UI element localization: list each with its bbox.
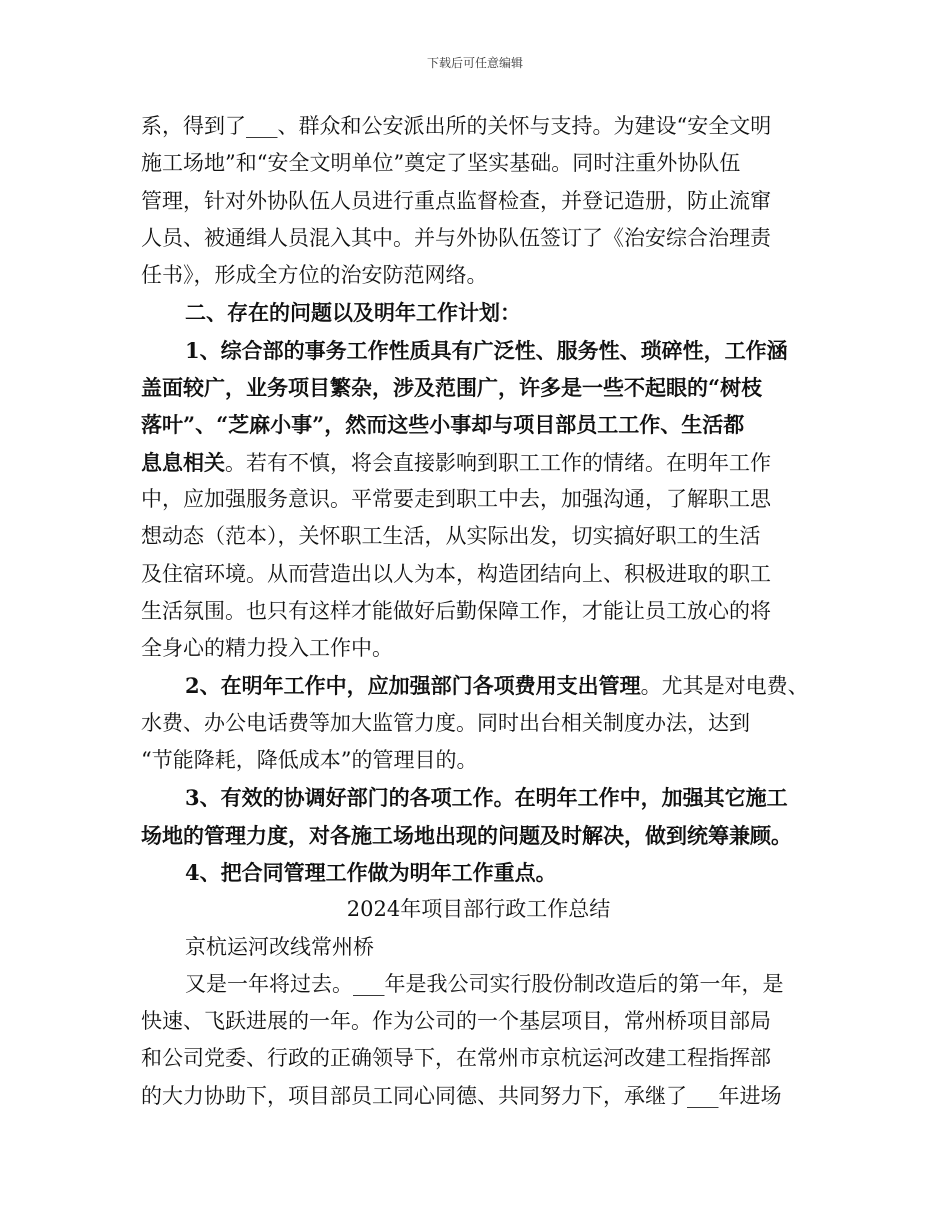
bold-fragment: 2、在明年工作中，应加强部门各项费用支出管理 bbox=[185, 673, 641, 699]
document-body bbox=[141, 108, 816, 1115]
section-heading: 二、存在的问题以及明年工作计划： bbox=[185, 300, 521, 326]
text-line: 场地的管理力度，对各施工场地出现的问题及时解决，做到统筹兼顾。 bbox=[141, 822, 792, 848]
text-line: 中，应加强服务意识。平常要走到职工中去，加强沟通，了解职工思 bbox=[141, 486, 771, 511]
text-line bbox=[141, 444, 816, 481]
text-line: 4、把合同管理工作做为明年工作重点。 bbox=[185, 859, 557, 885]
bold-fragment: 息息相关 bbox=[141, 449, 225, 475]
text-line: 及住宿环境。从而营造出以人为本，构造团结向上、积极进取的职工 bbox=[141, 561, 771, 586]
normal-fragment: 。尤其是对电费、 bbox=[640, 674, 809, 699]
text-line: 人员、被通缉人员混入其中。并与外协队伍签订了《治安综合治理责 bbox=[141, 225, 771, 250]
text-line: 快速、飞跃进展的一年。作为公司的一个基层项目，常州桥项目部局 bbox=[141, 1009, 771, 1034]
text-line: 和公司党委、行政的正确领导下，在常州市京杭运河改建工程指挥部 bbox=[141, 1046, 771, 1071]
document-title: 2024年项目部行政工作总结 bbox=[346, 897, 611, 922]
text-line: 又是一年将过去。___年是我公司实行股份制改造后的第一年，是 bbox=[185, 971, 784, 996]
text-line: 1、综合部的事务工作性质具有广泛性、服务性、琐碎性，工作涵 bbox=[185, 337, 788, 363]
text-line: “节能降耗，降低成本”的管理目的。 bbox=[141, 748, 478, 773]
text-line: 全身心的精力投入工作中。 bbox=[141, 636, 393, 661]
normal-fragment: 。若有不慎，将会直接影响到职工工作的情绪。在明年工作 bbox=[225, 450, 771, 475]
text-line: 的大力协助下，项目部员工同心同德、共同努力下，承继了___年进场 bbox=[141, 1083, 782, 1108]
text-line: 水费、办公电话费等加大监管力度。同时出台相关制度办法，达到 bbox=[141, 710, 750, 735]
document-subtitle: 京杭运河改线常州桥 bbox=[185, 934, 374, 959]
text-line: 盖面较广，业务项目繁杂，涉及范围广，许多是一些不起眼的“树枝 bbox=[141, 375, 763, 401]
text-line: 施工场地”和“安全文明单位”奠定了坚实基础。同时注重外协队伍 bbox=[141, 151, 741, 176]
text-line: 3、有效的协调好部门的各项工作。在明年工作中，加强其它施工 bbox=[185, 785, 788, 811]
text-line: 生活氛围。也只有这样才能做好后勤保障工作，才能让员工放心的将 bbox=[141, 598, 771, 623]
page-header: 下载后可任意编辑 bbox=[426, 56, 523, 70]
text-line: 管理，针对外协队伍人员进行重点监督检查，并登记造册，防止流窜 bbox=[141, 188, 771, 213]
text-line: 落叶”、“芝麻小事”，然而这些小事却与项目部员工工作、生活都 bbox=[141, 412, 745, 438]
text-line: 想动态（范本），关怀职工生活，从实际出发，切实搞好职工的生活 bbox=[141, 524, 761, 549]
text-line: 任书》，形成全方位的治安防范网络。 bbox=[141, 263, 488, 288]
text-line: 系，得到了___、群众和公安派出所的关怀与支持。为建设“安全文明 bbox=[141, 114, 772, 138]
text-line bbox=[141, 667, 816, 704]
